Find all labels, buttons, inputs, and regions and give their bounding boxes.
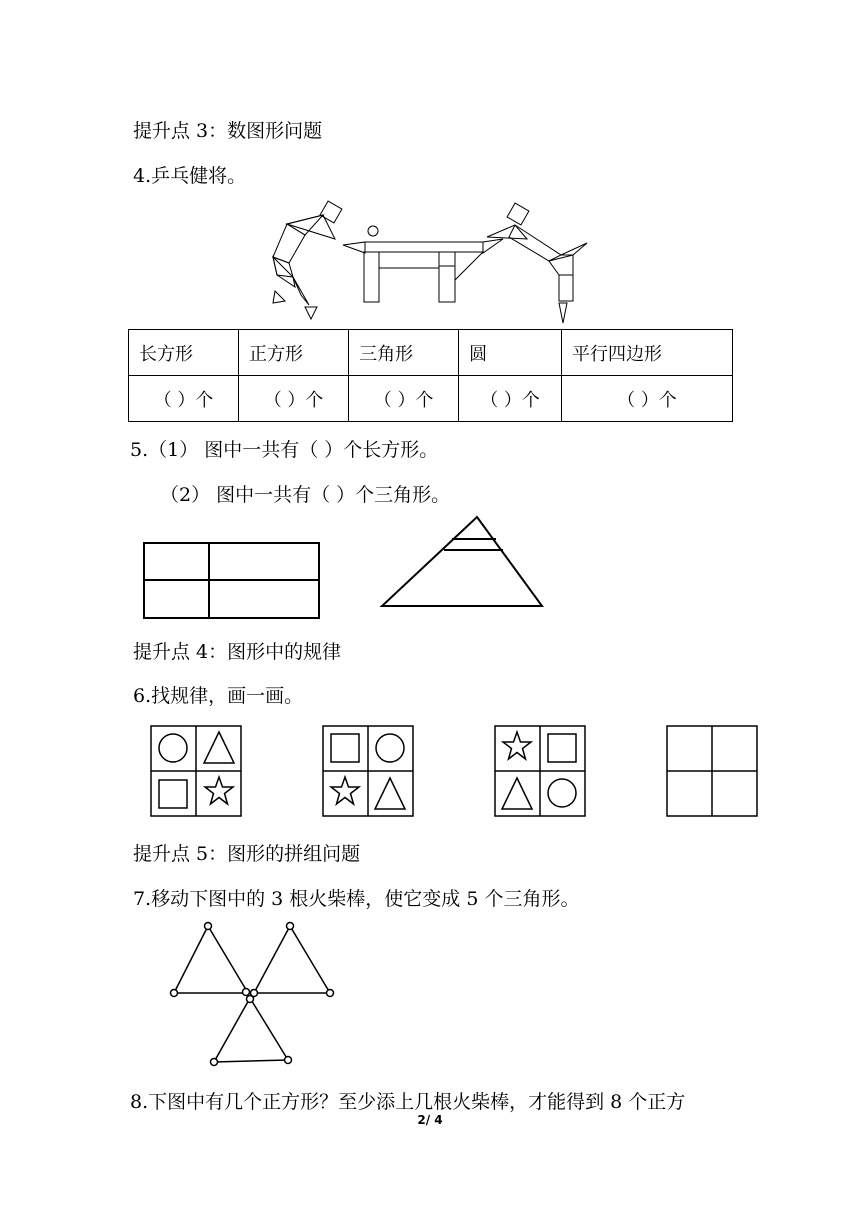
header-square: 正方形	[239, 330, 349, 376]
question-7: 7.移动下图中的 3 根火柴棒，使它变成 5 个三角形。	[133, 888, 580, 910]
square-icon	[159, 780, 187, 808]
circle-icon	[376, 734, 404, 762]
answer-cell-triangle[interactable]: （ ）个	[349, 376, 459, 422]
triangle-icon	[375, 778, 405, 809]
rectangle-count-figure	[143, 542, 321, 620]
answer-cell-square[interactable]: （ ）个	[239, 376, 349, 422]
header-circle: 圆	[459, 330, 562, 376]
circle-icon	[159, 734, 187, 762]
question-5-part-1: 5.（1） 图中一共有（ ）个长方形。	[130, 439, 439, 461]
question-4: 4.乒乓健将。	[133, 165, 247, 187]
page-number: 2/ 4	[417, 1113, 443, 1127]
answer-cell-circle[interactable]: （ ）个	[459, 376, 562, 422]
star-icon	[503, 732, 531, 759]
answer-cell-parallelogram[interactable]: （ ）个	[561, 376, 732, 422]
answer-cell-rectangle[interactable]: （ ）个	[129, 376, 239, 422]
question-5-part-2: （2） 图中一共有（ ）个三角形。	[160, 484, 451, 506]
square-icon	[548, 734, 576, 762]
triangle-icon	[502, 778, 532, 809]
triangle-icon	[204, 732, 234, 763]
question-6: 6.找规律，画一画。	[133, 685, 304, 707]
shape-count-table	[128, 329, 733, 422]
pattern-grid-2	[322, 725, 414, 817]
pattern-grid-4-blank[interactable]	[666, 725, 758, 817]
section5-title: 提升点 5：图形的拼组问题	[133, 843, 361, 865]
table-answer-row	[129, 376, 733, 422]
ping-pong-tangram-figure	[265, 195, 600, 330]
header-triangle: 三角形	[349, 330, 459, 376]
header-rectangle: 长方形	[129, 330, 239, 376]
question-8: 8.下图中有几个正方形？至少添上几根火柴棒，才能得到 8 个正方	[130, 1091, 686, 1113]
section4-title: 提升点 4：图形中的规律	[133, 641, 342, 663]
table-header-row	[129, 330, 733, 376]
matchstick-triangles-figure	[168, 920, 338, 1066]
pattern-grid-3	[494, 725, 586, 817]
star-icon	[331, 777, 359, 804]
circle-icon	[548, 779, 576, 807]
square-icon	[331, 734, 359, 762]
triangle-count-figure	[380, 515, 544, 608]
section3-title: 提升点 3：数图形问题	[133, 120, 323, 142]
star-icon	[205, 777, 233, 804]
pattern-grid-1	[150, 725, 242, 817]
header-parallelogram: 平行四边形	[561, 330, 732, 376]
